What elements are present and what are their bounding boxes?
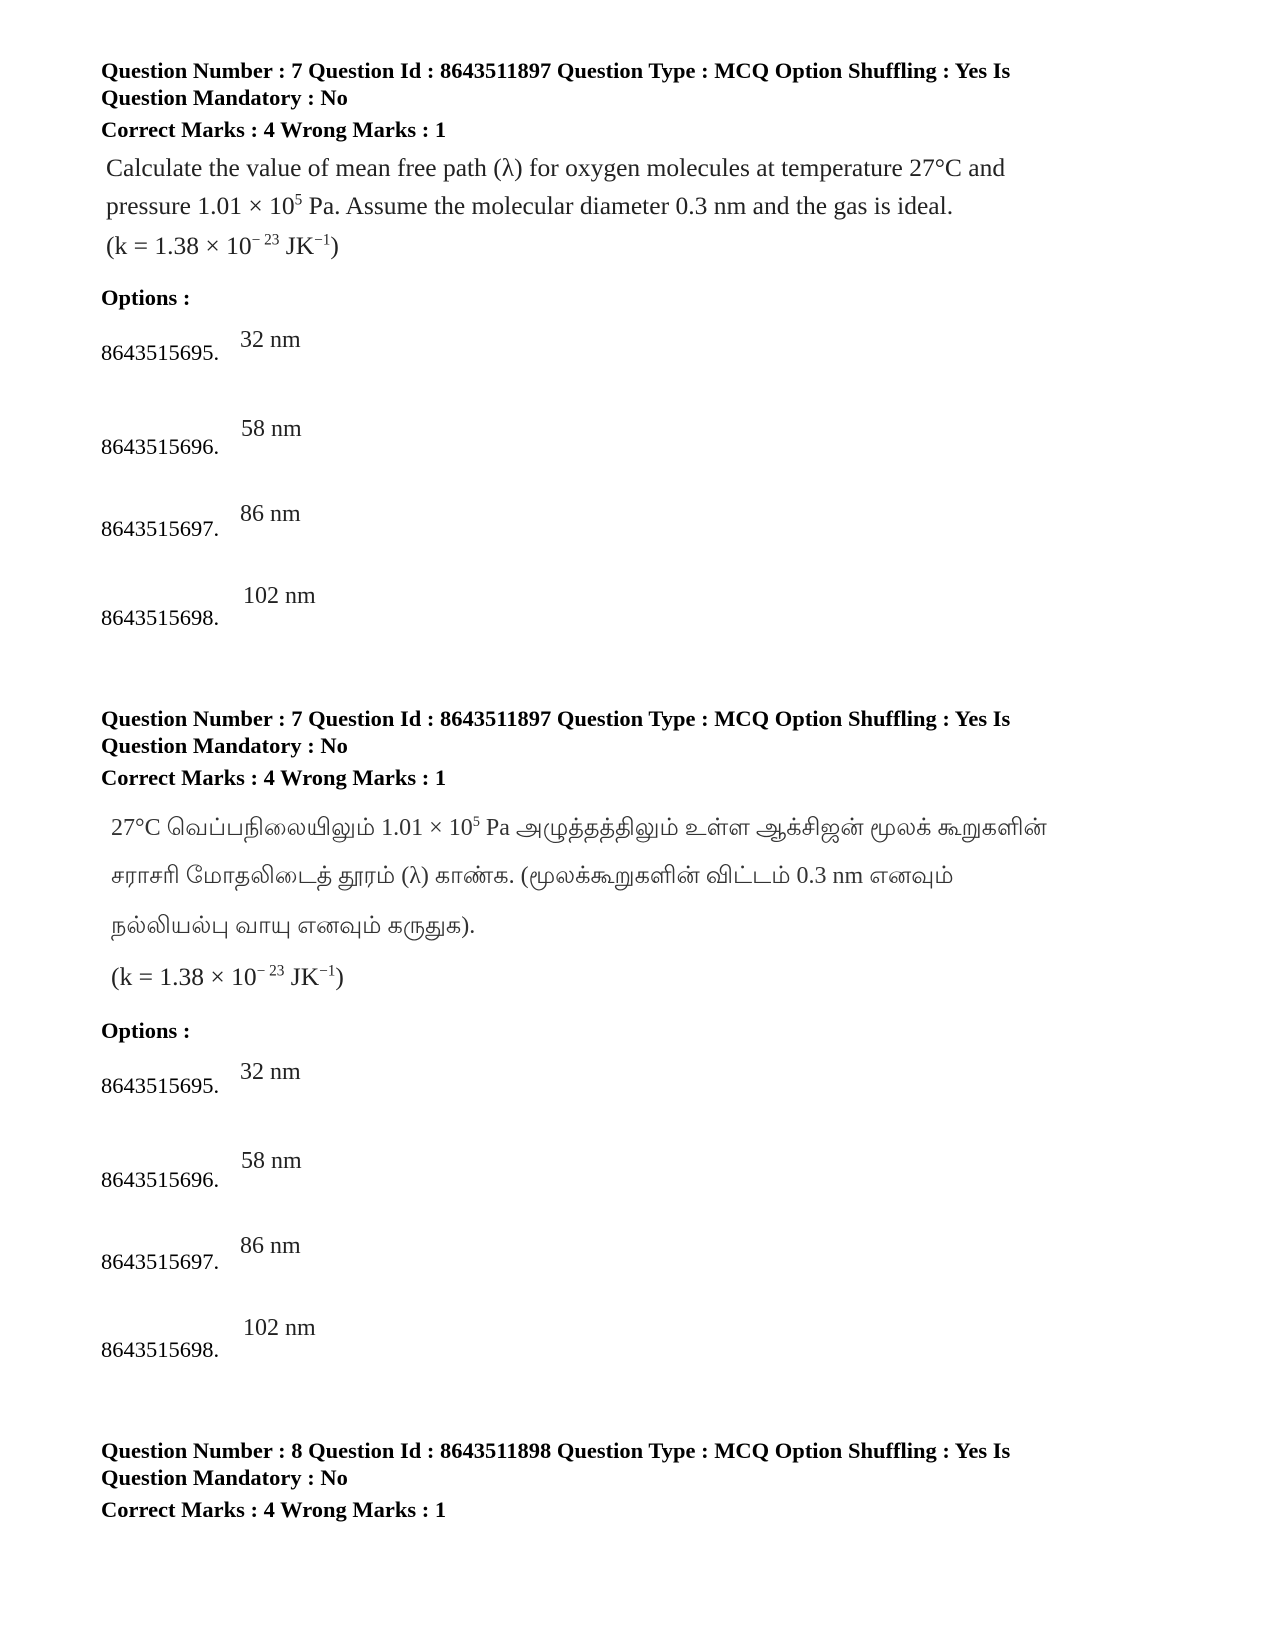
option-value: 102 nm: [243, 1315, 316, 1341]
option-id: 8643515697.: [101, 516, 220, 541]
option-value: 102 nm: [243, 583, 316, 609]
question-stem-line: நல்லியல்பு வாயு எனவும் கருதுக).: [111, 913, 476, 939]
question-mandatory: Question Mandatory : No: [101, 85, 348, 110]
option-value: 32 nm: [240, 1059, 301, 1085]
option-id: 8643515695.: [101, 340, 220, 365]
question-mandatory: Question Mandatory : No: [101, 1465, 348, 1490]
question-stem-line: சராசரி மோதலிடைத் தூரம் (λ) காண்க. (மூலக்கூறுகளின் விட்டம் 0.3 nm எனவும்: [111, 863, 954, 889]
option-value: 86 nm: [240, 1233, 301, 1259]
question-stem-formula: ($k = 1.38 \times 10^{- 23}$ $JK^{-1}$): [106, 231, 339, 260]
option-value: 32 nm: [240, 327, 301, 353]
question-marks: Correct Marks : 4 Wrong Marks : 1: [101, 1497, 447, 1522]
option-id: 8643515695.: [101, 1073, 220, 1098]
option-value: 58 nm: [241, 1148, 302, 1174]
option-id: 8643515696.: [101, 1167, 220, 1192]
options-label: Options :: [101, 285, 191, 310]
question-marks: Correct Marks : 4 Wrong Marks : 1: [101, 765, 447, 790]
option-id: 8643515698.: [101, 1337, 220, 1362]
question-stem-line: Calculate the value of mean free path (λ) for oxygen molecules at temperature 27°C and: [106, 153, 1006, 182]
option-value: 58 nm: [241, 416, 302, 442]
question-stem-line: 27°C வெப்பநிலையிலும் $1.01 \times 10^5$ Pa அழுத்தத்திலும் உள்ள ஆக்சிஜன் மூலக் கூறுகளின்: [111, 814, 1047, 841]
question-header: Question Number : 7 Question Id : 8643511897 Question Type : MCQ Option Shuffling : Yes Is: [101, 58, 1011, 83]
option-id: 8643515696.: [101, 434, 220, 459]
question-header: Question Number : 8 Question Id : 8643511898 Question Type : MCQ Option Shuffling : Yes Is: [101, 1438, 1011, 1463]
question-stem-line: pressure $1.01 \times 10^5$ Pa. Assume the molecular diameter 0.3 nm and the gas is ideal.: [106, 191, 954, 220]
option-value: 86 nm: [240, 501, 301, 527]
options-label: Options :: [101, 1018, 191, 1043]
question-header: Question Number : 7 Question Id : 8643511897 Question Type : MCQ Option Shuffling : Yes Is: [101, 706, 1011, 731]
question-stem-formula: ($k = 1.38 \times 10^{- 23}$ $JK^{-1}$): [111, 962, 344, 991]
question-mandatory: Question Mandatory : No: [101, 733, 348, 758]
option-id: 8643515698.: [101, 605, 220, 630]
option-id: 8643515697.: [101, 1249, 220, 1274]
question-marks: Correct Marks : 4 Wrong Marks : 1: [101, 117, 447, 142]
